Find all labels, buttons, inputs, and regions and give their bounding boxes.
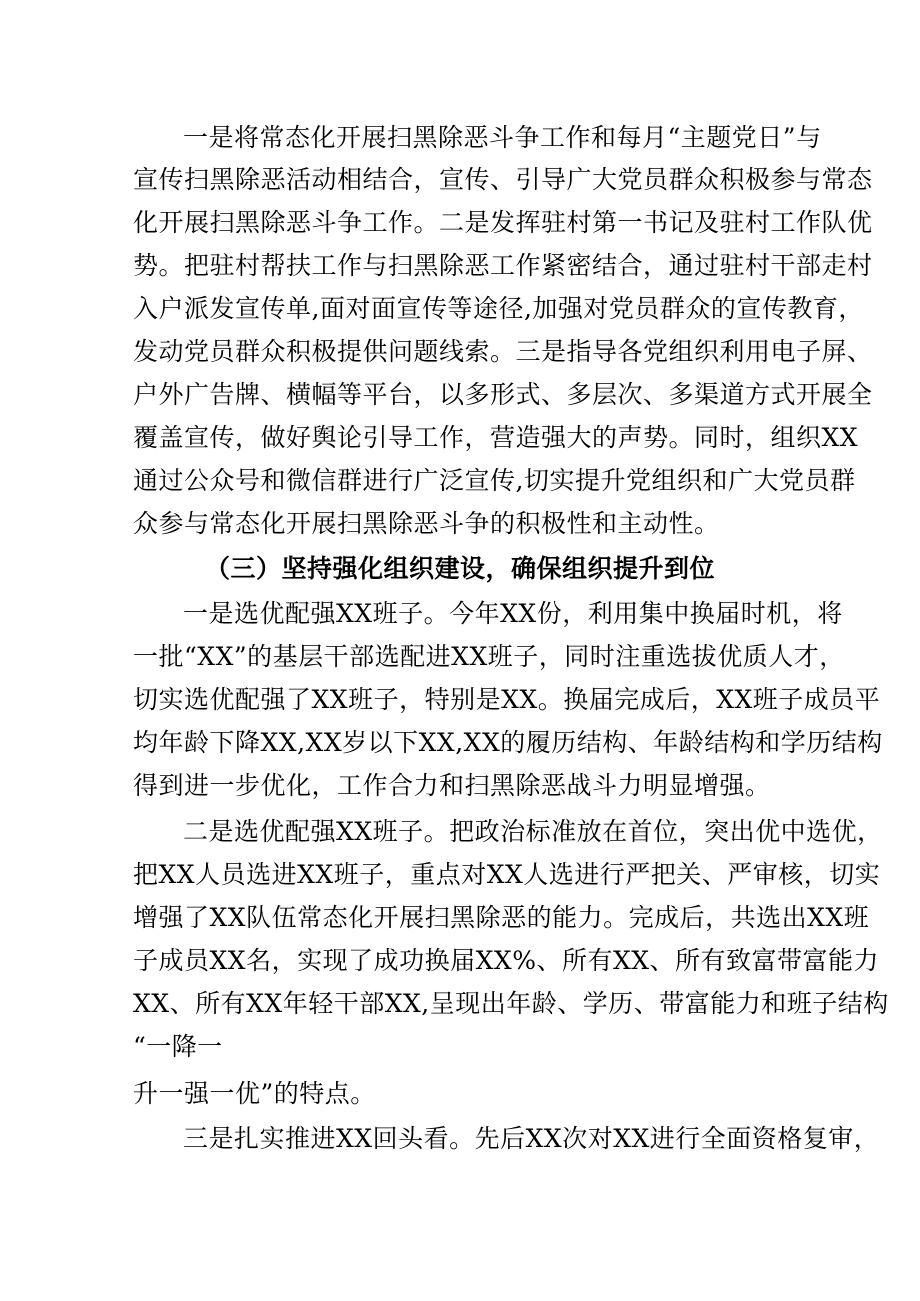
paragraph-line: 众参与常态化开展扫黑除恶斗争的积极性和主动性。 xyxy=(133,509,720,538)
section-heading: （三）坚持强化组织建设，确保组织提升到位 xyxy=(205,554,716,583)
paragraph-line: 一是将常态化开展扫黑除恶斗争工作和每月“主题党日”与 xyxy=(183,123,822,152)
paragraph-line: “一降一 xyxy=(133,1032,223,1061)
paragraph-line: 户外广告牌、横幅等平台，以多形式、多层次、多渠道方式开展全 xyxy=(133,380,873,409)
paragraph-line: 增强了XX队伍常态化开展扫黑除恶的能力。完成后，共选出XX班 xyxy=(133,903,870,932)
paragraph-line: 势。把驻村帮扶工作与扫黑除恶工作紧密结合，通过驻村干部走村 xyxy=(133,251,873,280)
paragraph-line: 一批“XX”的基层干部选配进XX班子，同时注重选拔优质人才， xyxy=(133,642,845,671)
paragraph-line: 宣传扫黑除恶活动相结合，宣传、引导广大党员群众积极参与常态 xyxy=(133,165,873,194)
paragraph-line: 通过公众号和微信群进行广泛宣传,切实提升党组织和广大党员群 xyxy=(133,466,856,495)
paragraph-line: 发动党员群众积极提供问题线索。三是指导各党组织利用电子屏、 xyxy=(133,337,873,366)
paragraph-line: 升一强一优”的特点。 xyxy=(133,1079,376,1108)
paragraph-line: XX、所有XX年轻干部XX,呈现出年龄、学历、带富能力和班子结构 xyxy=(133,989,889,1018)
paragraph-line: 得到进一步优化，工作合力和扫黑除恶战斗力明显增强。 xyxy=(133,771,771,800)
paragraph-line: 切实选优配强了XX班子，特别是XX。换届完成后，XX班子成员平 xyxy=(133,685,881,714)
paragraph-line: 二是选优配强XX班子。把政治标准放在首位，突出优中选优， xyxy=(183,817,883,846)
paragraph-line: 覆盖宣传，做好舆论引导工作，营造强大的声势。同时，组织XX xyxy=(133,423,859,452)
paragraph-line: 入户派发宣传单,面对面宣传等途径,加强对党员群众的宣传教育， xyxy=(133,294,864,323)
paragraph-line: 三是扎实推进XX回头看。先后XX次对XX进行全面资格复审， xyxy=(183,1124,880,1153)
paragraph-line: 一是选优配强XX班子。今年XX份，利用集中换届时机，将 xyxy=(183,599,843,628)
paragraph-line: 化开展扫黑除恶斗争工作。二是发挥驻村第一书记及驻村工作队优 xyxy=(133,208,873,237)
paragraph-line: 子成员XX名，实现了成功换届XX%、所有XX、所有致富带富能力 xyxy=(133,946,880,975)
paragraph-line: 均年龄下降XX,XX岁以下XX,XX的履历结构、年龄结构和学历结构 xyxy=(133,728,883,757)
paragraph-line: 把XX人员选进XX班子，重点对XX人选进行严把关、严审核，切实 xyxy=(133,860,881,889)
